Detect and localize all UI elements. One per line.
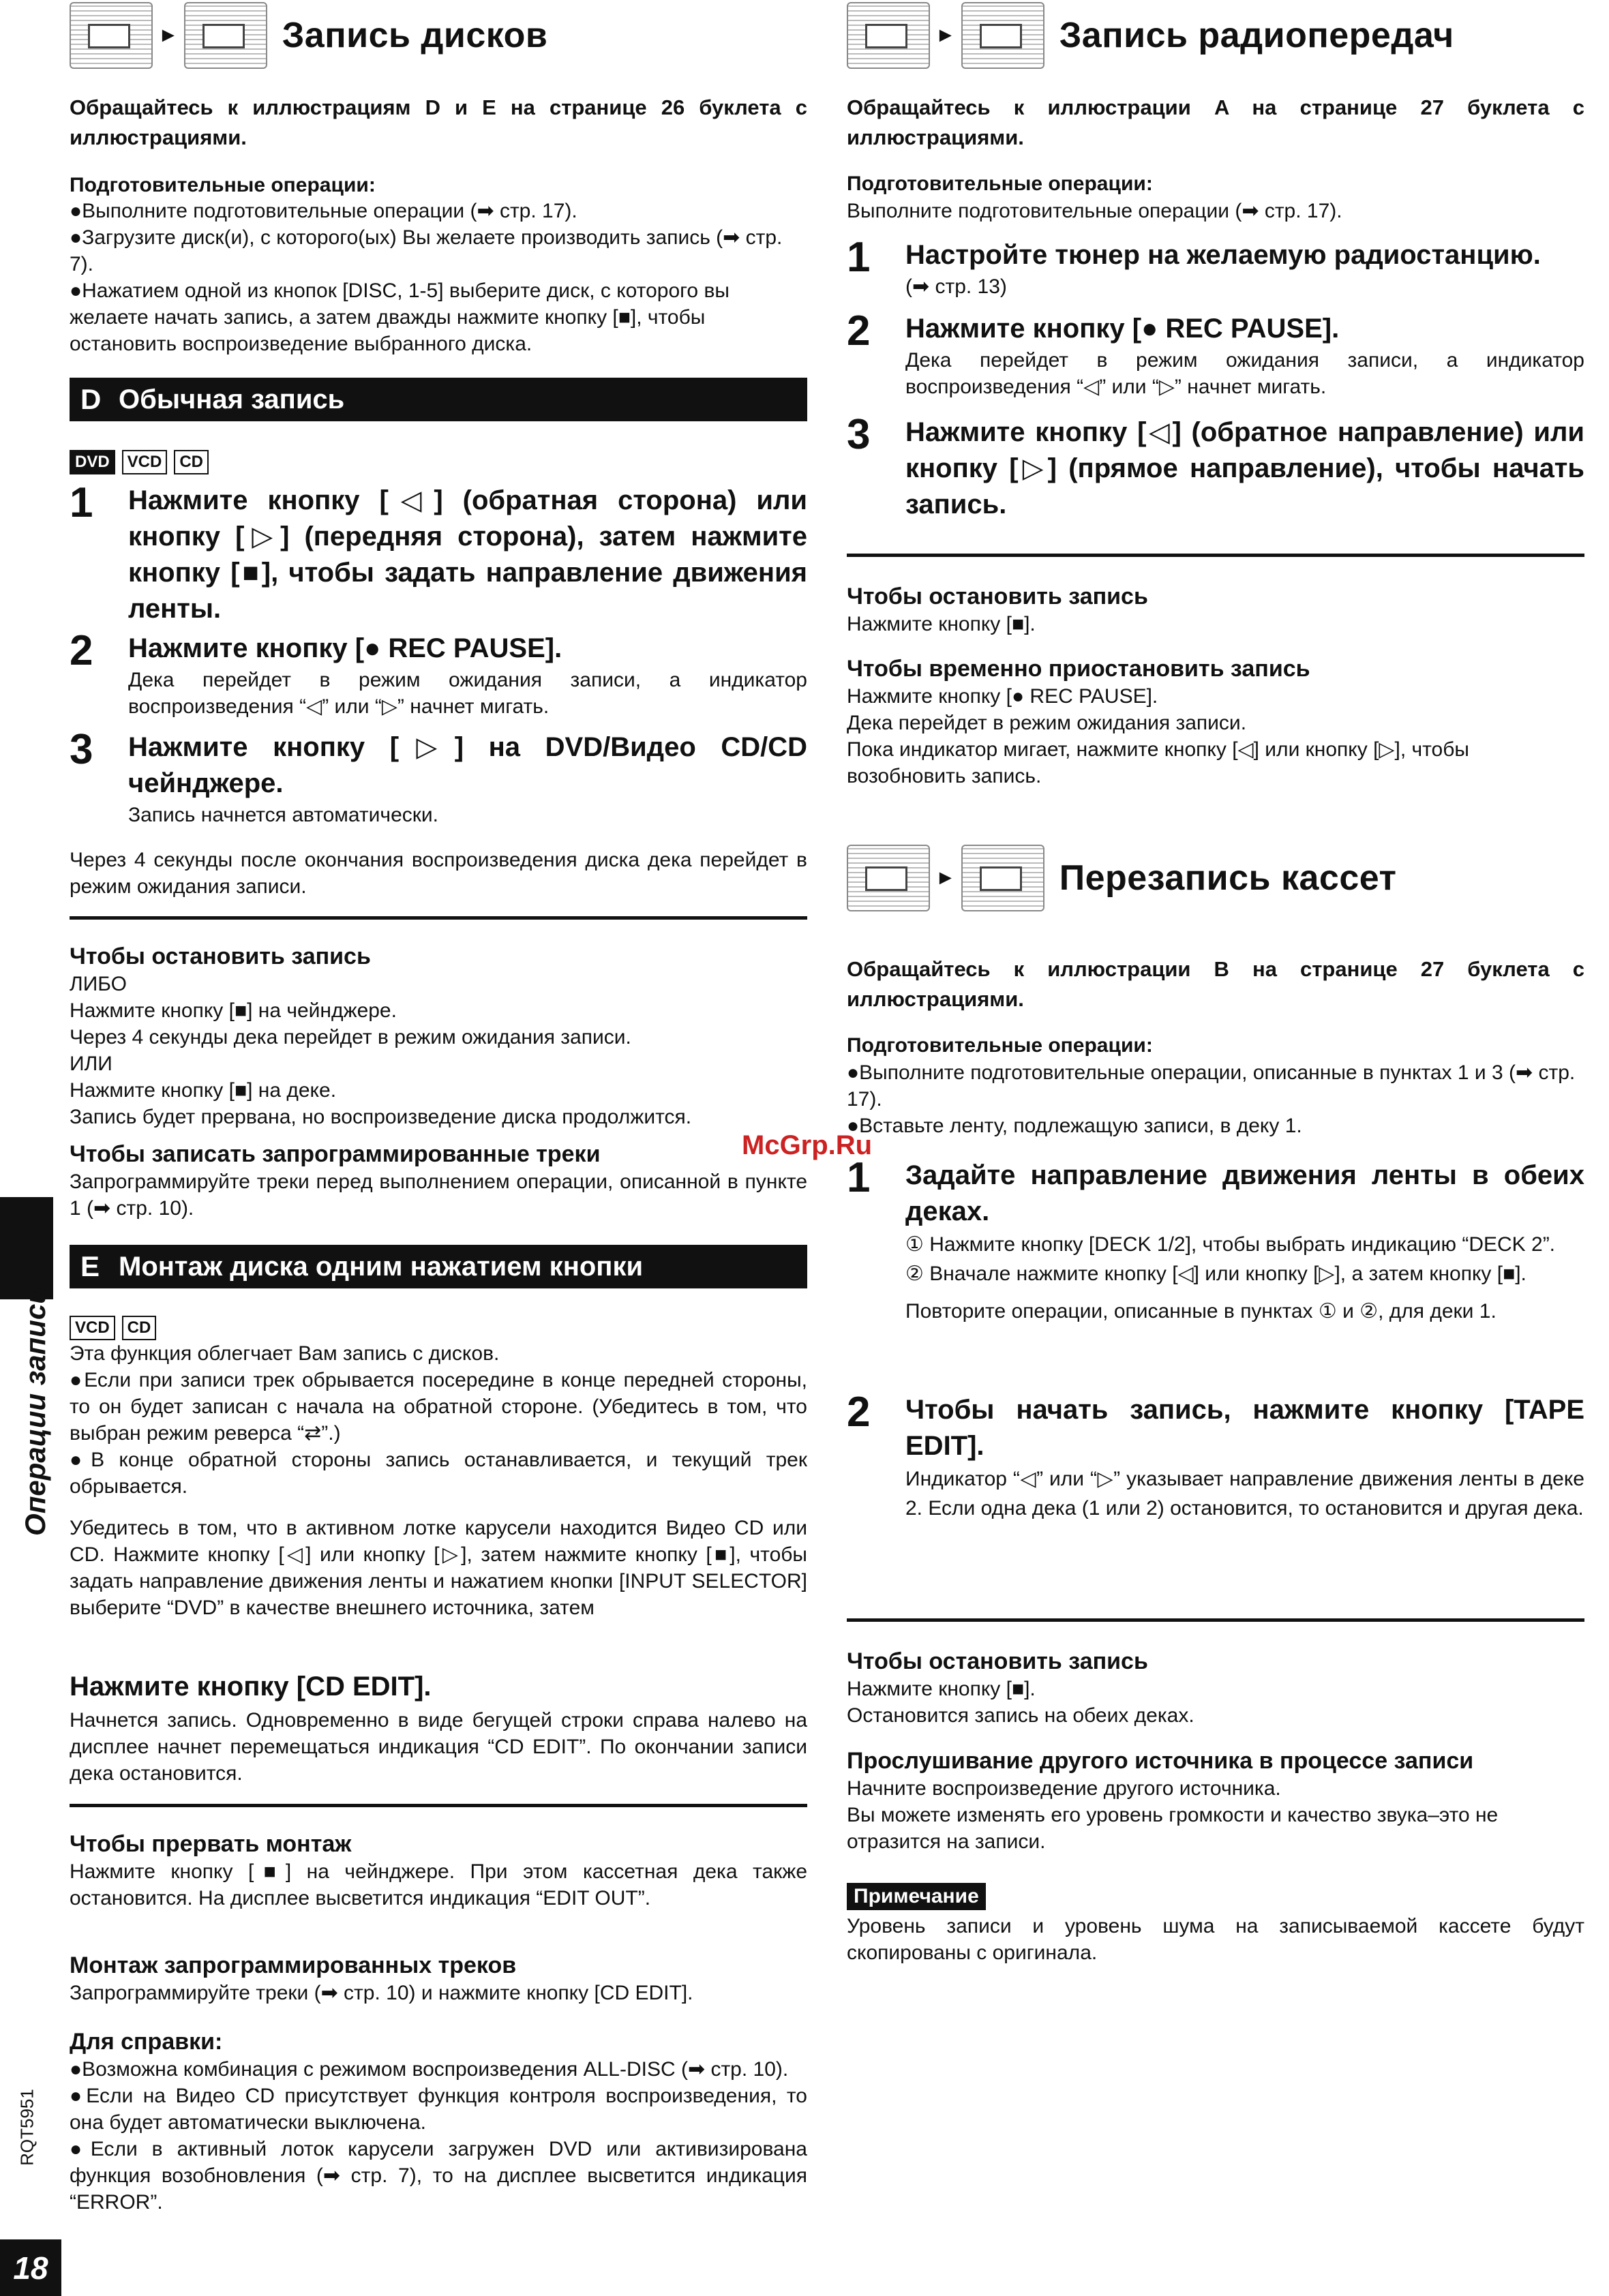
watermark: McGrp.Ru (742, 1130, 873, 1160)
prog-title: Чтобы записать запрограммированные треки (70, 1141, 601, 1167)
radio-step-1 (847, 234, 1584, 300)
listen-line: Вы можете изменять его уровень громкости и качество звука–это не отразится на записи. (847, 1804, 1499, 1853)
disc-illustration-icon (70, 2, 153, 69)
illustration-reference: Обращайтесь к иллюстрациям D и E на странице 26 буклета с иллюстрациями. (70, 95, 807, 149)
interrupt-text: Нажмите кнопку [■] на чейнджере. При этом кассетная дека также остановится. На дисплее высветится индикация “EDIT OUT”. (70, 1860, 807, 1909)
prep-item: ●Вставьте ленту, подлежащую записи, в деку 1. (847, 1115, 1302, 1137)
step-number: 3 (847, 411, 871, 458)
stop-title: Чтобы остановить запись (70, 943, 371, 969)
section-e-title: Монтаж диска одним нажатием кнопки (119, 1251, 644, 1282)
dvd-badge: DVD (70, 450, 115, 474)
step-d3 (70, 726, 807, 828)
step-text: Нажмите кнопку [● REC PAUSE]. (905, 314, 1340, 344)
prog-text: Запрограммируйте треки перед выполнением операции, описанной в пункте 1 (➡ стр. 10). (70, 1170, 807, 1220)
tape-deck-icon (961, 2, 1044, 69)
header-radio-recording (847, 0, 1454, 71)
montage-text: Запрограммируйте треки (➡ стр. 10) и нажмите кнопку [CD EDIT]. (70, 1982, 693, 2004)
vcd-badge: VCD (122, 450, 168, 474)
disc-type-badges (70, 450, 209, 474)
cd-badge: CD (122, 1316, 157, 1340)
stop-line: Нажмите кнопку [■] на чейнджере. (70, 999, 397, 1022)
section-letter: E (80, 1250, 100, 1282)
substep: ② Вначале нажмите кнопку [◁] или кнопку [▷], а затем кнопку [■]. (905, 1263, 1527, 1285)
stop-title: Чтобы остановить запись (847, 584, 1148, 609)
reference-title: Для справки: (70, 2029, 223, 2055)
substep: ① Нажмите кнопку [DECK 1/2], чтобы выбрать индикацию “DECK 2”. (905, 1233, 1556, 1256)
section-e-header (70, 1245, 807, 1288)
cd-edit-text: Начнется запись. Одновременно в виде бегущей строки справа налево на дисплее начнет перемещаться индикация “CD EDIT”. По окончании записи дека остановится. (70, 1709, 807, 1785)
listen-lines (847, 1775, 1584, 1855)
step-number: 2 (70, 627, 93, 674)
cd-edit-title: Нажмите кнопку [CD EDIT]. (70, 1672, 432, 1702)
stop-line: Запись будет прервана, но воспроизведение диска продолжится. (70, 1106, 692, 1128)
arrow-icon: ► (935, 866, 956, 889)
stop-line: Нажмите кнопку [■]. (847, 1678, 1036, 1700)
step-text: Чтобы начать запись, нажмите кнопку [TAPE EDIT]. (905, 1395, 1584, 1461)
step-subtext: Запись начнется автоматически. (128, 804, 438, 826)
stop-line: ИЛИ (70, 1053, 112, 1075)
section-title: Запись дисков (282, 16, 548, 55)
step-text: Нажмите кнопку [▷] на DVD/Видео CD/CD чейнджере. (128, 732, 807, 798)
reference-item: ●Если на Видео CD присутствует функция контроля воспроизведения, то она будет автоматически выключена. (70, 2085, 807, 2134)
step-text: Настройте тюнер на желаемую радиостанцию. (905, 240, 1541, 270)
prep-text: Выполните подготовительные операции (➡ стр. 17). (847, 200, 1342, 222)
document-code: RQT5951 (16, 2089, 37, 2166)
prep-title: Подготовительные операции: (847, 172, 1153, 195)
stop-line: Нажмите кнопку [■] на деке. (70, 1079, 337, 1102)
interrupt-title: Чтобы прервать монтаж (70, 1831, 352, 1857)
prep-item: ●Выполните подготовительные операции (➡ стр. 17). (70, 200, 577, 222)
step-number: 2 (847, 307, 871, 354)
section-letter: D (80, 383, 102, 415)
pause-line: Пока индикатор мигает, нажмите кнопку [◁] или кнопку [▷], чтобы возобновить запись. (847, 738, 1469, 787)
e-bullet: ●Если при записи трек обрывается посередине в конце передней стороны, то он будет записан с начала на обратной стороне. (Убедитесь в том, что выбран режим реверса “⇄”.) (70, 1369, 807, 1445)
prep-item: ●Нажатием одной из кнопок [DISC, 1-5] выберите диск, с которого вы желаете начать запись, а затем дважды нажмите кнопку [■], чтобы остановить воспроизведение выбранного диска. (70, 280, 730, 355)
note-label: Примечание (847, 1883, 986, 1910)
prep-list (847, 1059, 1584, 1139)
stop-line: ЛИБО (70, 973, 127, 995)
step-d1 (70, 479, 807, 627)
arrow-icon: ► (935, 24, 956, 46)
reference-item: ●Возможна комбинация с режимом воспроизведения ALL-DISC (➡ стр. 10). (70, 2058, 789, 2081)
divider (847, 554, 1584, 557)
dub-step-1 (847, 1154, 1584, 1326)
e-intro-block (70, 1340, 807, 1500)
dub-step-2 (847, 1389, 1584, 1523)
disc-type-badges (70, 1316, 156, 1340)
divider (70, 1804, 807, 1807)
divider (847, 1618, 1584, 1622)
stop-lines (847, 1676, 1584, 1729)
stop-title: Чтобы остановить запись (847, 1648, 1148, 1674)
stop-lines (70, 971, 807, 1130)
note-text: Уровень записи и уровень шума на записываемой кассете будут скопированы с оригинала. (847, 1915, 1584, 1964)
radio-step-2 (847, 307, 1584, 400)
prep-list (70, 198, 807, 357)
vcd-badge: VCD (70, 1316, 115, 1340)
pause-title: Чтобы временно приостановить запись (847, 656, 1310, 682)
tape-deck-icon (961, 845, 1044, 911)
section-d-header (70, 378, 807, 421)
step-subtext: Индикатор “◁” или “▷” указывает направление движения ленты в деке 2. Если одна дека (1 или 2) остановится, то остановится и другая дека. (905, 1468, 1584, 1520)
step-subtext: Дека перейдет в режим ожидания записи, а индикатор воспроизведения “◁” или “▷” начнет мигать. (128, 669, 807, 718)
listen-title: Прослушивание другого источника в процессе записи (847, 1748, 1474, 1774)
step-number: 1 (847, 1154, 871, 1201)
tape-deck-icon (184, 2, 267, 69)
step-number: 1 (847, 234, 871, 281)
header-tape-dubbing (847, 843, 1396, 913)
divider (70, 916, 807, 920)
stop-text: Нажмите кнопку [■]. (847, 613, 1036, 635)
prep-item: ●Загрузите диск(и), с которого(ых) Вы желаете производить запись (➡ стр. 7). (70, 226, 783, 275)
repeat-note: Повторите операции, описанные в пунктах ① и ②, для деки 1. (905, 1300, 1497, 1323)
step-number: 2 (847, 1389, 871, 1436)
reference-list (70, 2056, 807, 2216)
illustration-reference: Обращайтесь к иллюстрации A на странице 27 буклета с иллюстрациями. (847, 95, 1584, 149)
step-number: 3 (70, 726, 93, 773)
e-para: Убедитесь в том, что в активном лотке карусели находится Видео CD или CD. Нажмите кнопку [◁] или кнопку [▷], затем нажмите кнопку [■], чтобы задать направление движения ленты и нажатием кнопки [INPUT SELECTOR] выберите “DVD” в качестве внешнего источника, затем (70, 1517, 807, 1619)
pause-line: Нажмите кнопку [● REC PAUSE]. (847, 685, 1158, 708)
reference-item: ●Если в активный лоток карусели загружен DVD или активизирована функция возобновления (➡ стр. 7), то на дисплее высветится индикация “ERROR”. (70, 2138, 807, 2214)
pause-line: Дека перейдет в режим ожидания записи. (847, 712, 1247, 734)
prep-title: Подготовительные операции: (70, 174, 376, 196)
illustration-reference: Обращайтесь к иллюстрации B на странице 27 буклета с иллюстрациями. (847, 957, 1584, 1011)
radio-antenna-icon (847, 2, 930, 69)
e-intro: Эта функция облегчает Вам запись с дисков. (70, 1342, 500, 1365)
step-text: Нажмите кнопку [◁] (обратное направление) или кнопку [▷] (прямое направление), чтобы начать запись. (905, 417, 1584, 519)
prep-title: Подготовительные операции: (847, 1034, 1153, 1057)
stop-line: Остановится запись на обеих деках. (847, 1704, 1194, 1727)
pause-lines (847, 683, 1584, 789)
header-disc-recording (70, 0, 547, 71)
e-bullet: ●В конце обратной стороны запись останавливается, и текущий трек обрывается. (70, 1449, 807, 1498)
step-text: Нажмите кнопку [◁] (обратная сторона) или кнопку [▷] (передняя сторона), затем нажмите кнопку [■], чтобы задать направление движения ленты. (128, 485, 807, 624)
step-number: 1 (70, 479, 93, 526)
section-d-title: Обычная запись (119, 384, 345, 414)
step-subtext: (➡ стр. 13) (905, 275, 1007, 298)
tape-deck-icon (847, 845, 930, 911)
cd-badge: CD (174, 450, 209, 474)
step-d2 (70, 627, 807, 720)
arrow-icon: ► (158, 24, 179, 46)
prep-item: ●Выполните подготовительные операции, описанные в пунктах 1 и 3 (➡ стр. 17). (847, 1061, 1576, 1111)
section-title: Перезапись кассет (1059, 858, 1397, 898)
step-text: Нажмите кнопку [● REC PAUSE]. (128, 633, 562, 663)
radio-step-3 (847, 411, 1584, 523)
step-subtext: Дека перейдет в режим ожидания записи, а индикатор воспроизведения “◁” или “▷” начнет мигать. (905, 349, 1584, 398)
page-number: 18 (0, 2239, 61, 2296)
listen-line: Начните воспроизведение другого источника. (847, 1777, 1281, 1800)
after-note: Через 4 секунды после окончания воспроизведения диска дека перейдет в режим ожидания записи. (70, 849, 807, 898)
stop-line: Через 4 секунды дека перейдет в режим ожидания записи. (70, 1026, 631, 1048)
montage-title: Монтаж запрограммированных треков (70, 1952, 517, 1978)
section-title: Запись радиопередач (1059, 16, 1454, 55)
sidebar-label: Операции записи (19, 1286, 51, 1536)
step-text: Задайте направление движения ленты в обеих деках. (905, 1160, 1584, 1226)
